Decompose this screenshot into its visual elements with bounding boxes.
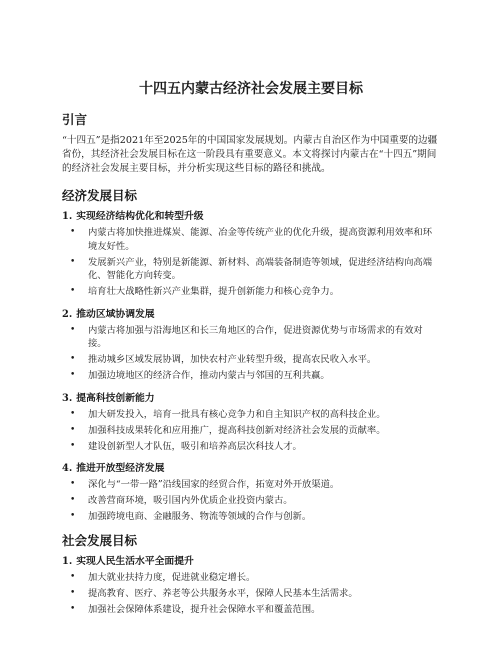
bullet-icon: • bbox=[70, 424, 76, 435]
list-item bbox=[62, 285, 440, 299]
list-item bbox=[62, 494, 440, 508]
section bbox=[62, 188, 440, 524]
bullet-icon: • bbox=[70, 324, 76, 335]
bullet-icon: • bbox=[70, 354, 76, 364]
list-item-text: 加强社会保障体系建设，提升社会保障水平和覆盖范围。 bbox=[88, 603, 321, 615]
bullet-list bbox=[62, 478, 440, 524]
list-item bbox=[62, 571, 440, 585]
document-title: 十四五内蒙古经济社会发展主要目标 bbox=[139, 81, 363, 97]
list-item-text: 培育壮大战略性新兴产业集群，提升创新能力和核心竞争力。 bbox=[88, 286, 340, 297]
list-item bbox=[62, 353, 440, 367]
section-heading: 经济发展目标 bbox=[62, 188, 138, 203]
list-item-text: 内蒙古将加快推进煤炭、能源、冶金等传统产业的优化升级，提高资源利用效率和环境友好性。 bbox=[88, 227, 432, 252]
subsection-number: 1. bbox=[62, 555, 73, 567]
list-item-text: 加强边境地区的经济合作，推动内蒙古与邻国的互利共赢。 bbox=[88, 370, 330, 381]
list-item bbox=[62, 369, 440, 383]
bullet-list bbox=[62, 324, 440, 383]
bullet-icon: • bbox=[70, 511, 76, 521]
list-item-text: 发展新兴产业，特别是新能源、新材料、高端装备制造等领域，促进经济结构向高端化、智能化方向转变。 bbox=[88, 256, 432, 281]
list-item bbox=[62, 226, 440, 253]
bullet-icon: • bbox=[70, 495, 76, 505]
bullet-icon: • bbox=[70, 286, 76, 296]
list-item-text: 建设创新型人才队伍，吸引和培养高层次科技人才。 bbox=[88, 440, 302, 452]
list-item bbox=[62, 408, 440, 422]
intro-paragraph: “十四五”是指2021年至2025年的中国国家发展规划。内蒙古自治区作为中国重要的边疆省份，其经济社会发展目标在这一阶段具有重要意义。本文将探讨内蒙古在“十四五”期间的经济社会发展主要目标，并分析实现这些目标的路径和挑战。 bbox=[62, 135, 438, 174]
list-item bbox=[62, 510, 440, 524]
subsection-heading bbox=[62, 210, 440, 223]
subsection-heading bbox=[62, 392, 440, 405]
bullet-icon: • bbox=[70, 603, 76, 614]
list-item bbox=[62, 478, 440, 492]
subsection-title: 推动区域协调发展 bbox=[76, 308, 155, 320]
list-item-text: 推动城乡区域发展协调，加快农村产业转型升级，提高农民收入水平。 bbox=[88, 354, 377, 365]
subsection-heading bbox=[62, 308, 440, 321]
section bbox=[62, 533, 440, 617]
intro-heading: 引言 bbox=[62, 112, 88, 127]
subsection-heading bbox=[62, 462, 440, 475]
list-item bbox=[62, 256, 440, 283]
subsection-title: 实现人民生活水平全面提升 bbox=[76, 555, 194, 567]
bullet-icon: • bbox=[70, 227, 76, 237]
subsection-title: 推进开放型经济发展 bbox=[76, 463, 165, 474]
list-item-text: 加强科技成果转化和应用推广，提高科技创新对经济社会发展的贡献率。 bbox=[88, 424, 386, 436]
bullet-icon: • bbox=[70, 571, 76, 582]
list-item-text: 改善营商环境，吸引国内外优质企业投资内蒙古。 bbox=[88, 495, 293, 506]
bullet-list bbox=[62, 226, 440, 299]
list-item bbox=[62, 603, 440, 617]
bullet-icon: • bbox=[70, 408, 76, 419]
subsection-number: 4. bbox=[62, 463, 73, 474]
subsection-number: 2. bbox=[62, 308, 73, 320]
list-item-text: 深化与“一带一路”沿线国家的经贸合作，拓宽对外开放渠道。 bbox=[88, 479, 340, 490]
bullet-icon: • bbox=[70, 587, 76, 598]
list-item-text: 加大就业扶持力度，促进就业稳定增长。 bbox=[88, 571, 256, 583]
list-item-text: 加大研发投入，培育一批具有核心竞争力和自主知识产权的高科技企业。 bbox=[88, 408, 386, 420]
list-item-text: 内蒙古将加强与沿海地区和长三角地区的合作，促进资源优势与市场需求的有效对接。 bbox=[88, 324, 423, 349]
list-item bbox=[62, 440, 440, 454]
subsection-title: 实现经济结构优化和转型升级 bbox=[76, 211, 204, 222]
list-item bbox=[62, 324, 440, 351]
bullet-icon: • bbox=[70, 370, 76, 380]
bullet-icon: • bbox=[70, 256, 76, 267]
list-item bbox=[62, 587, 440, 601]
subsection-number: 3. bbox=[62, 392, 73, 404]
subsection-title: 提高科技创新能力 bbox=[76, 392, 155, 404]
subsection-number: 1. bbox=[62, 211, 73, 222]
bullet-list bbox=[62, 408, 440, 454]
bullet-list bbox=[62, 571, 440, 617]
sections-container bbox=[62, 188, 440, 616]
bullet-icon: • bbox=[70, 440, 76, 451]
list-item-text: 提高教育、医疗、养老等公共服务水平，保障人民基本生活需求。 bbox=[88, 587, 358, 599]
list-item-text: 加强跨境电商、金融服务、物流等领域的合作与创新。 bbox=[88, 511, 312, 522]
bullet-icon: • bbox=[70, 479, 76, 489]
subsection-heading bbox=[62, 555, 440, 568]
section-heading: 社会发展目标 bbox=[62, 532, 138, 548]
list-item bbox=[62, 424, 440, 438]
